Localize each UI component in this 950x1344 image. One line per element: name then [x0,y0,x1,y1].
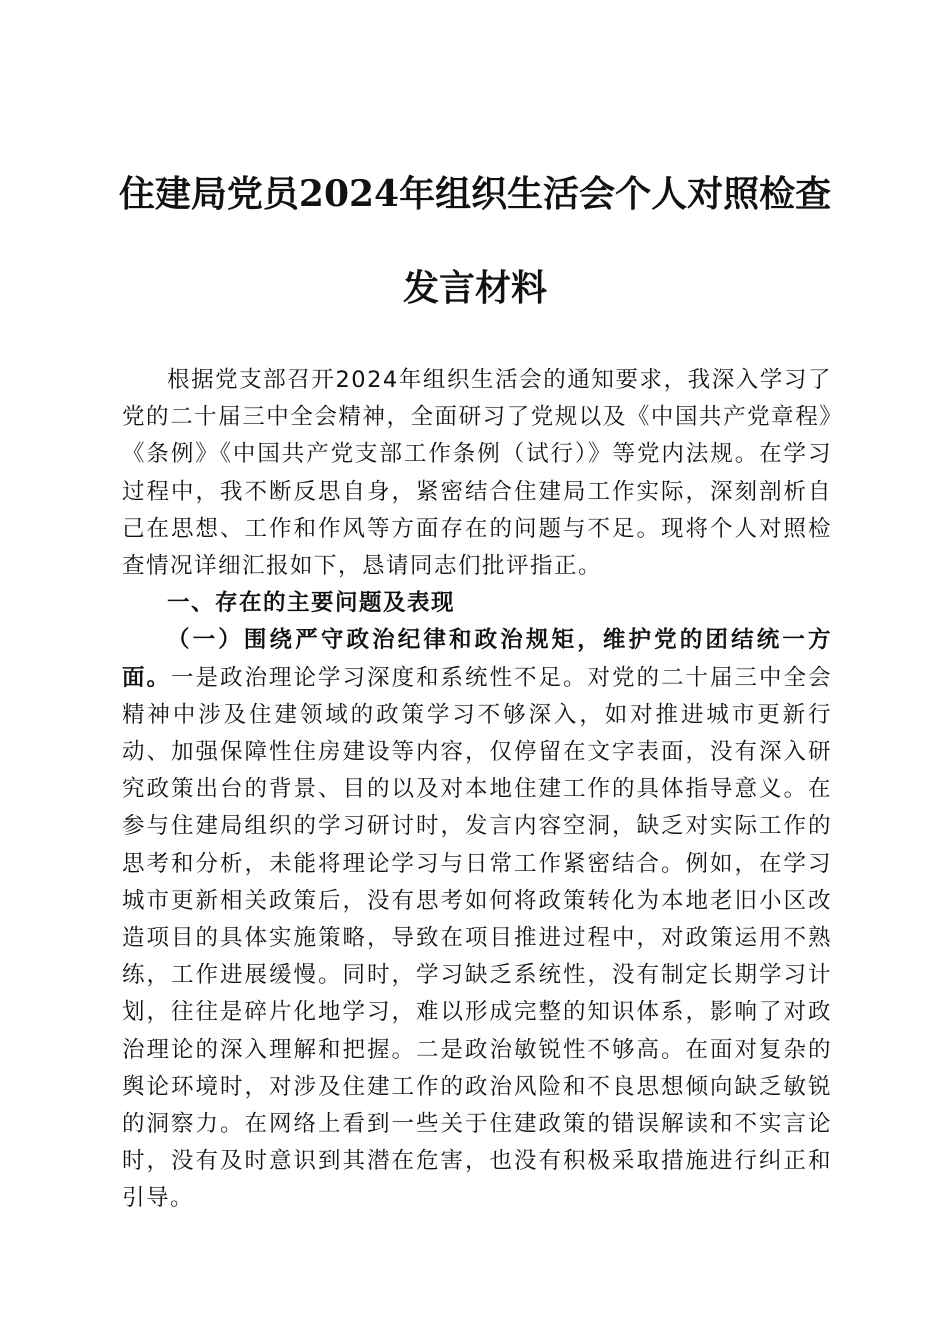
subsection-paragraph [122,622,832,1217]
intro-paragraph: 根据党支部召开2024年组织生活会的通知要求，我深入学习了党的二十届三中全会精神，全面研习了党规以及《中国共产党章程》《条例》《中国共产党支部工作条例（试行）》等党内法规。在学习过程中，我不断反思自身，紧密结合住建局工作实际，深刻剖析自己在思想、工作和作风等方面存在的问题与不足。现将个人对照检查情况详细汇报如下，恳请同志们批评指正。 [122,367,832,580]
document-body [122,362,832,1218]
subsection-lead: （一）围绕严守政治纪律和政治规矩，维护党的团结统一方面。 [122,627,832,691]
subsection-body: 一是政治理论学习深度和系统性不足。对党的二十届三中全会精神中涉及住建领域的政策学习不够深入，如对推进城市更新行动、加强保障性住房建设等内容，仅停留在文字表面，没有深入研究政策出台的背景、目的以及对本地住建工作的具体指导意义。在参与住建局组织的学习研讨时，发言内容空洞，缺乏对实际工作的思考和分析，未能将理论学习与日常工作紧密结合。例如，在学习城市更新相关政策后，没有思考如何将政策转化为本地老旧小区改造项目的具体实施策略，导致在项目推进过程中，对政策运用不熟练，工作进展缓慢。同时，学习缺乏系统性，没有制定长期学习计划，往往是碎片化地学习，难以形成完整的知识体系，影响了对政治理论的深入理解和把握。二是政治敏锐性不够高。在面对复杂的舆论环境时，对涉及住建工作的政治风险和不良思想倾向缺乏敏锐的洞察力。在网络上看到一些关于住建政策的错误解读和不实言论时，没有及时意识到其潜在危害，也没有积极采取措施进行纠正和引导。 [122,664,832,1212]
document-title-line-2: 发言材料 [402,267,547,309]
document-title-line-1: 住建局党员2024年组织生活会个人对照检查 [118,173,832,215]
section-heading: 一、存在的主要问题及表现 [167,590,456,617]
